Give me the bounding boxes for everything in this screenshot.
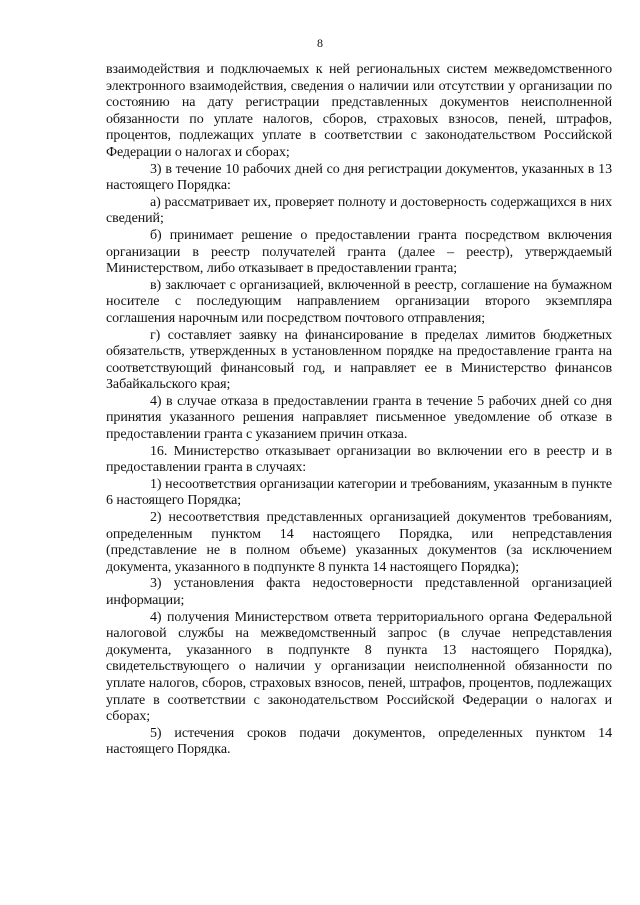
paragraph-item-3: 3) в течение 10 рабочих дней со дня регистрации документов, указанных в 13 настоящего Порядка:: [106, 161, 612, 194]
paragraph-subitem-g: г) составляет заявку на финансирование в пределах лимитов бюджетных обязательств, утвержденных в установленном порядке на предоставление гранта на соответствующий финансовый год, и направляет ее в Министерство финансов Забайкальского края;: [106, 327, 612, 393]
paragraph-section-16: 16. Министерство отказывает организации во включении его в реестр и в предоставлении гранта в случаях:: [106, 443, 612, 476]
paragraph-item-4: 4) в случае отказа в предоставлении гранта в течение 5 рабочих дней со дня принятия указанного решения направляет письменное уведомление об отказе в предоставлении гранта с указанием причин отказа.: [106, 393, 612, 443]
paragraph-refusal-3: 3) установления факта недостоверности представленной организацией информации;: [106, 576, 612, 608]
document-body: [106, 62, 612, 759]
paragraph-refusal-1: 1) несоответствия организации категории и требованиям, указанным в пункте 6 настоящего Порядка;: [106, 476, 612, 509]
paragraph-subitem-v: в) заключает с организацией, включенной в реестр, соглашение на бумажном носителе с последующим направлением организации второго экземпляра соглашения нарочным или посредством почтового отправления;: [106, 277, 612, 326]
paragraph-subitem-a: а) рассматривает их, проверяет полноту и достоверность содержащихся в них сведений;: [106, 194, 612, 227]
paragraph-continuation: взаимодействия и подключаемых к ней региональных систем межведомственного электронного взаимодействия, сведения о наличии или отсутствии у организации по состоянию на дату регистрации представленных документов неисполненной обязанности по уплате налогов, сборов, страховых взносов, пеней, штрафов, процентов, подлежащих уплате в соответствии с законодательством Российской Федерации о налогах и сборах;: [106, 62, 612, 160]
paragraph-refusal-2: 2) несоответствия представленных организацией документов требованиям, определенным пунктом 14 настоящего Порядка, или непредставления (представление не в полном объеме) указанных документов (за исключением документа, указанного в подпункте 8 пункта 14 настоящего Порядка);: [106, 510, 612, 575]
paragraph-refusal-4: 4) получения Министерством ответа территориального органа Федеральной налоговой службы на межведомственный запрос (в случае непредставления документа, указанного в подпункте 8 пункта 13 настоящего Порядка), свидетельствующего о наличии у организации неисполненной обязанности по уплате налогов, сборов, страховых взносов, пеней, штрафов, процентов, подлежащих уплате в соответствии с законодательством Российской Федерации о налогах и сборах;: [106, 609, 612, 725]
paragraph-subitem-b: б) принимает решение о предоставлении гранта посредством включения организации в реестр получателей гранта (далее – реестр), утверждаемый Министерством, либо отказывает в предоставлении гранта;: [106, 227, 612, 277]
paragraph-refusal-5: 5) истечения сроков подачи документов, определенных пунктом 14 настоящего Порядка.: [106, 725, 612, 758]
page-number: 8: [317, 36, 323, 50]
